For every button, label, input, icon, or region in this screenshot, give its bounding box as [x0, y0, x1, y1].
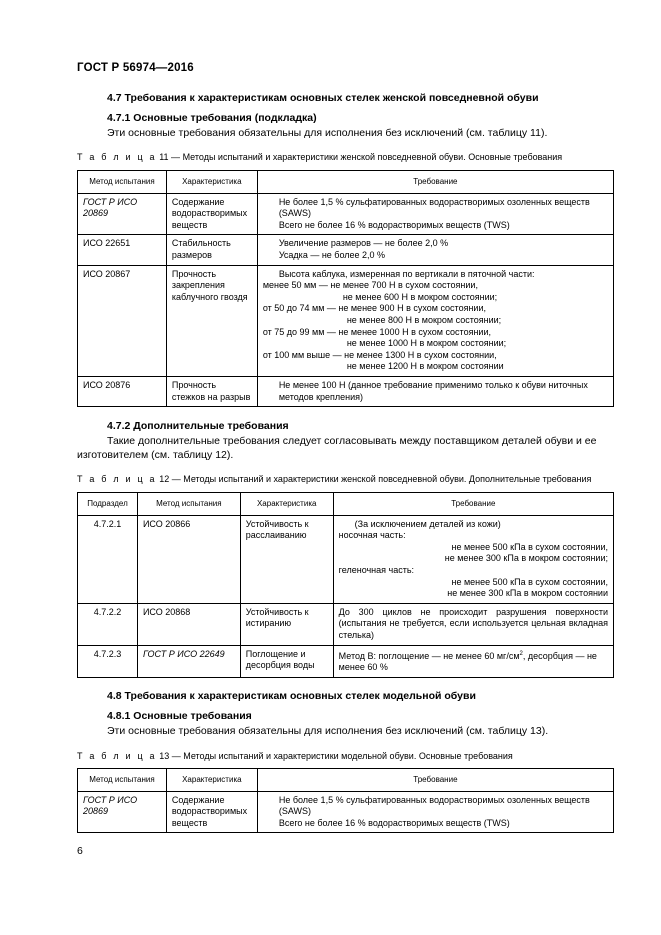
table-row: [78, 193, 614, 235]
cell-characteristic: Содержание водорастворимых веществ: [166, 193, 257, 235]
table-13: [77, 768, 614, 833]
page-number: 6: [77, 845, 83, 857]
section-4-8-title: 4.8 Требования к характеристикам основных стелек модельной обуви: [107, 690, 476, 702]
cell-requirement: До 300 циклов не происходит разрушения поверхности (испытания не требуется, если используется цельная вкладная стелька): [333, 603, 613, 645]
table-row: [78, 235, 614, 265]
table-12-caption: Т а б л и ц а 12 — Методы испытаний и характеристики женской повседневной обуви. Дополнительные требования: [77, 474, 592, 484]
cell-method: ИСО 20868: [137, 603, 240, 645]
cell-subsection: 4.7.2.2: [78, 603, 138, 645]
column-header: Характеристика: [166, 171, 257, 194]
subsection-4-7-2-title: 4.7.2 Дополнительные требования: [107, 420, 289, 432]
cell-requirement: Не более 1,5 % сульфатированных водорастворимых озоленных веществ (SAWS) Всего не более 16 % водорастворимых веществ (TWS): [257, 791, 613, 833]
table-row: [78, 265, 614, 376]
cell-characteristic: Прочность закрепления каблучного гвоздя: [166, 265, 257, 376]
table-header-row: [78, 769, 614, 792]
table-row: [78, 515, 614, 603]
cell-characteristic: Устойчивость к истиранию: [240, 603, 333, 645]
cell-requirement: Метод В: поглощение — не менее 60 $мг/см^2$, десорбция — не менее 60 %: [333, 645, 613, 677]
cell-subsection: 4.7.2.3: [78, 645, 138, 677]
cell-characteristic: Устойчивость к расслаиванию: [240, 515, 333, 603]
table-13-caption: Т а б л и ц а 13 — Методы испытаний и характеристики модельной обуви. Основные требования: [77, 751, 513, 761]
cell-requirement: Высота каблука, измеренная по вертикали в пяточной части: менее 50 мм — не менее 700 Н в сухом состоянии, не менее 600 Н в мокром состоянии; от 50 до 74 мм — не менее 900 Н в сухом состоянии, не менее 800 Н в мокром состоянии; от 75 до 99 мм — не менее 1000 Н в сухом состоянии, не менее 1000 Н в мокром состоянии; от 100 мм выше — не менее 1300 Н в сухом состоянии, не менее 1200 Н в мокром состоянии: [257, 265, 613, 376]
cell-characteristic: Поглощение и десорбция воды: [240, 645, 333, 677]
table-12: [77, 492, 614, 678]
document-code: ГОСТ Р 56974—2016: [77, 62, 194, 74]
table-header-row: [78, 493, 614, 516]
table-row: [78, 603, 614, 645]
cell-method: ГОСТ Р ИСО 20869: [78, 193, 167, 235]
cell-method: ИСО 20866: [137, 515, 240, 603]
table-header-row: [78, 171, 614, 194]
cell-subsection: 4.7.2.1: [78, 515, 138, 603]
section-4-7-title: 4.7 Требования к характеристикам основных стелек женской повседневной обуви: [107, 92, 539, 104]
cell-characteristic: Содержание водорастворимых веществ: [166, 791, 257, 833]
cell-requirement: (За исключением деталей из кожи) носочная часть: не менее 500 кПа в сухом состоянии, не менее 300 кПа в мокром состоянии; геленочная часть: не менее 500 кПа в сухом состоянии, не менее 300 кПа в мокром состоянии: [333, 515, 613, 603]
table-11: [77, 170, 614, 407]
cell-characteristic: Стабильность размеров: [166, 235, 257, 265]
subsection-4-8-1-title: 4.8.1 Основные требования: [107, 710, 252, 722]
cell-method: ИСО 20867: [78, 265, 167, 376]
cell-requirement: Увеличение размеров — не более 2,0 % Усадка — не более 2,0 %: [257, 235, 613, 265]
subsection-4-7-1-text: Эти основные требования обязательны для исполнения без исключений (см. таблицу 11).: [107, 127, 548, 139]
cell-requirement: Не менее 100 Н (данное требование применимо только к обуви ниточных методов крепления): [257, 376, 613, 406]
column-header: Характеристика: [166, 769, 257, 792]
cell-method: ГОСТ Р ИСО 20869: [78, 791, 167, 833]
subsection-4-8-1-text: Эти основные требования обязательны для исполнения без исключений (см. таблицу 13).: [107, 725, 549, 737]
column-header: Требование: [257, 769, 613, 792]
table-row: [78, 645, 614, 677]
column-header: Метод испытания: [78, 769, 167, 792]
cell-method: ИСО 22651: [78, 235, 167, 265]
subsection-4-7-2-text: Такие дополнительные требования следует согласовывать между поставщиком деталей обуви и ее изготовителем (см. таблицу 12).: [77, 435, 597, 461]
cell-characteristic: Прочность стежков на разрыв: [166, 376, 257, 406]
column-header: Требование: [257, 171, 613, 194]
column-header: Требование: [333, 493, 613, 516]
table-row: [78, 376, 614, 406]
column-header: Характеристика: [240, 493, 333, 516]
column-header: Подраздел: [78, 493, 138, 516]
cell-requirement: Не более 1,5 % сульфатированных водорастворимых озоленных веществ (SAWS) Всего не более 16 % водорастворимых веществ (TWS): [257, 193, 613, 235]
table-11-caption: Т а б л и ц а 11 — Методы испытаний и характеристики женской повседневной обуви. Основные требования: [77, 152, 563, 162]
column-header: Метод испытания: [78, 171, 167, 194]
cell-method: ИСО 20876: [78, 376, 167, 406]
subsection-4-7-1-title: 4.7.1 Основные требования (подкладка): [107, 112, 317, 124]
table-row: [78, 791, 614, 833]
cell-method: ГОСТ Р ИСО 22649: [137, 645, 240, 677]
column-header: Метод испытания: [137, 493, 240, 516]
